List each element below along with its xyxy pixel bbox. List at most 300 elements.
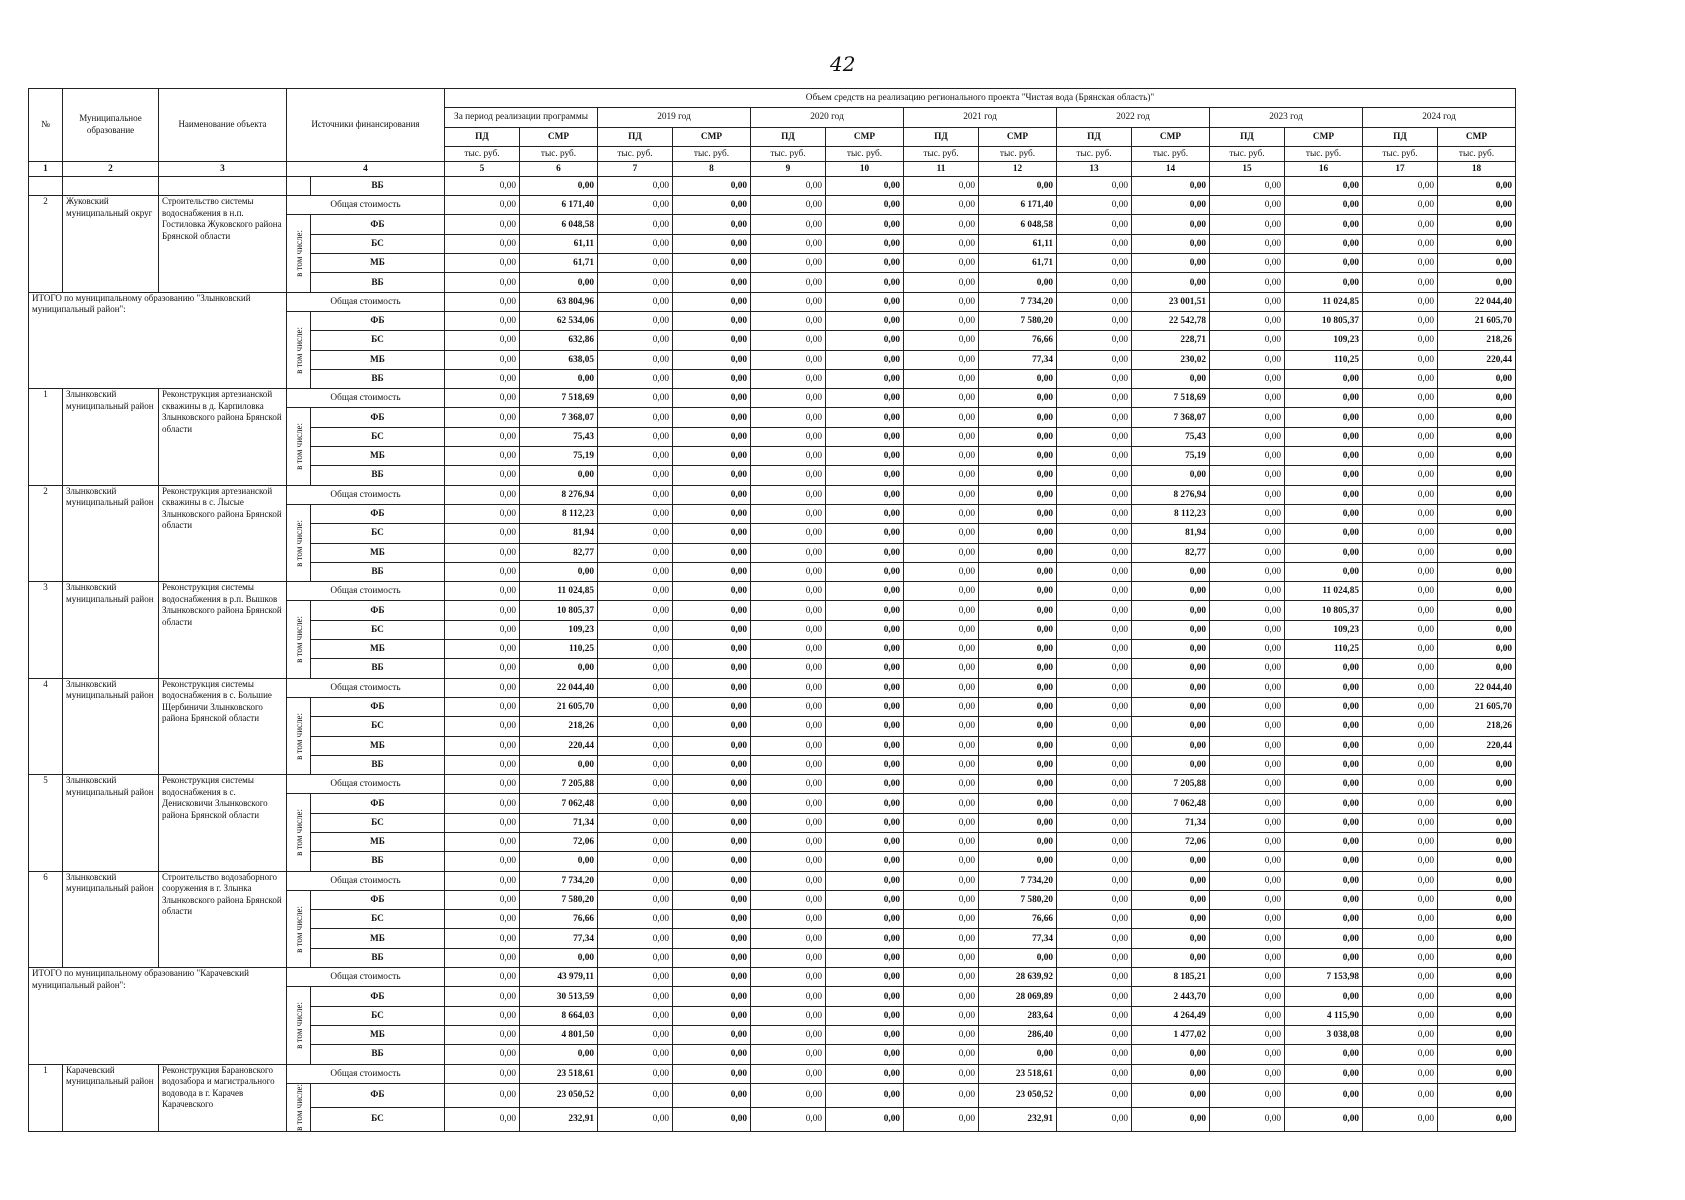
value-cell: 0,00 bbox=[979, 369, 1057, 388]
value-cell: 0,00 bbox=[445, 331, 520, 350]
value-cell: 0,00 bbox=[904, 852, 979, 871]
incl-cell bbox=[287, 697, 311, 774]
value-cell: 0,00 bbox=[979, 447, 1057, 466]
value-cell: 11 024,85 bbox=[1285, 582, 1363, 601]
municipality-cell: Злынковский муниципальный район bbox=[63, 871, 159, 967]
value-cell: 0,00 bbox=[673, 755, 751, 774]
incl-cell bbox=[287, 794, 311, 871]
value-cell: 0,00 bbox=[1210, 813, 1285, 832]
value-cell: 0,00 bbox=[673, 948, 751, 967]
value-cell: 0,00 bbox=[1210, 929, 1285, 948]
value-cell: 0,00 bbox=[1132, 678, 1210, 697]
value-cell: 218,26 bbox=[520, 717, 598, 736]
source-cell: БС bbox=[311, 1006, 445, 1025]
value-cell: 0,00 bbox=[673, 1045, 751, 1064]
table-row bbox=[29, 176, 1516, 195]
value-cell: 22 044,40 bbox=[520, 678, 598, 697]
table-row bbox=[29, 485, 1516, 504]
value-cell: 0,00 bbox=[1285, 890, 1363, 909]
value-cell: 0,00 bbox=[904, 350, 979, 369]
value-cell: 0,00 bbox=[445, 389, 520, 408]
value-cell: 81,94 bbox=[1132, 524, 1210, 543]
value-cell: 0,00 bbox=[1057, 369, 1132, 388]
value-cell: 0,00 bbox=[826, 543, 904, 562]
value-cell: 0,00 bbox=[751, 389, 826, 408]
source-cell: БС bbox=[311, 620, 445, 639]
value-cell: 0,00 bbox=[598, 601, 673, 620]
incl-label: в том числе: bbox=[293, 809, 304, 856]
source-cell: БС bbox=[311, 427, 445, 446]
pd-header: ПД bbox=[445, 127, 520, 146]
value-cell: 0,00 bbox=[673, 890, 751, 909]
value-cell: 0,00 bbox=[1285, 215, 1363, 234]
value-cell: 0,00 bbox=[826, 717, 904, 736]
object-cell: Строительство системы водоснабжения в н.п. Гостиловка Жуковского района Брянской области bbox=[159, 196, 287, 292]
value-cell: 82,77 bbox=[1132, 543, 1210, 562]
municipality-cell: Карачевский муниципальный район bbox=[63, 1064, 159, 1131]
period-header: 2024 год bbox=[1363, 108, 1516, 127]
value-cell: 0,00 bbox=[1210, 794, 1285, 813]
value-cell: 0,00 bbox=[1057, 504, 1132, 523]
value-cell: 0,00 bbox=[673, 331, 751, 350]
value-cell: 0,00 bbox=[1210, 292, 1285, 311]
value-cell: 0,00 bbox=[904, 1025, 979, 1044]
value-cell: 0,00 bbox=[445, 601, 520, 620]
value-cell: 0,00 bbox=[445, 832, 520, 851]
value-cell: 0,00 bbox=[1210, 890, 1285, 909]
value-cell: 0,00 bbox=[445, 273, 520, 292]
value-cell: 23 050,52 bbox=[520, 1083, 598, 1107]
value-cell: 0,00 bbox=[904, 292, 979, 311]
value-cell: 0,00 bbox=[1057, 408, 1132, 427]
table-row bbox=[29, 775, 1516, 794]
value-cell: 0,00 bbox=[826, 311, 904, 330]
value-cell: 7 734,20 bbox=[520, 871, 598, 890]
value-cell: 0,00 bbox=[826, 254, 904, 273]
value-cell: 0,00 bbox=[979, 832, 1057, 851]
value-cell: 0,00 bbox=[751, 447, 826, 466]
value-cell: 3 038,08 bbox=[1285, 1025, 1363, 1044]
value-cell: 0,00 bbox=[673, 832, 751, 851]
table-row bbox=[29, 582, 1516, 601]
value-cell: 0,00 bbox=[1285, 176, 1363, 195]
value-cell: 0,00 bbox=[826, 987, 904, 1006]
value-cell: 0,00 bbox=[598, 755, 673, 774]
value-cell: 0,00 bbox=[826, 755, 904, 774]
value-cell: 0,00 bbox=[1285, 447, 1363, 466]
source-cell: ВБ bbox=[311, 755, 445, 774]
value-cell: 0,00 bbox=[751, 832, 826, 851]
source-cell: МБ bbox=[311, 254, 445, 273]
source-cell: МБ bbox=[311, 350, 445, 369]
value-cell: 0,00 bbox=[1438, 640, 1516, 659]
value-cell: 0,00 bbox=[445, 910, 520, 929]
value-cell: 0,00 bbox=[1285, 813, 1363, 832]
value-cell: 0,00 bbox=[598, 910, 673, 929]
value-cell: 0,00 bbox=[1057, 1006, 1132, 1025]
value-cell: 283,64 bbox=[979, 1006, 1057, 1025]
municipality-cell: Злынковский муниципальный район bbox=[63, 389, 159, 485]
value-cell: 28 639,92 bbox=[979, 968, 1057, 987]
column-number: 6 bbox=[520, 161, 598, 176]
value-cell: 28 069,89 bbox=[979, 987, 1057, 1006]
value-cell: 0,00 bbox=[1363, 775, 1438, 794]
value-cell: 0,00 bbox=[1210, 736, 1285, 755]
value-cell: 0,00 bbox=[673, 697, 751, 716]
value-cell: 7 518,69 bbox=[520, 389, 598, 408]
value-cell: 77,34 bbox=[979, 929, 1057, 948]
value-cell: 0,00 bbox=[751, 794, 826, 813]
value-cell: 0,00 bbox=[445, 890, 520, 909]
value-cell: 0,00 bbox=[1363, 524, 1438, 543]
value-cell: 0,00 bbox=[1210, 678, 1285, 697]
value-cell: 0,00 bbox=[904, 543, 979, 562]
value-cell: 0,00 bbox=[1438, 447, 1516, 466]
value-cell: 0,00 bbox=[904, 466, 979, 485]
value-cell: 0,00 bbox=[751, 1025, 826, 1044]
value-cell: 0,00 bbox=[598, 1025, 673, 1044]
value-cell: 61,11 bbox=[979, 234, 1057, 253]
value-cell: 0,00 bbox=[1210, 504, 1285, 523]
value-cell: 0,00 bbox=[979, 176, 1057, 195]
value-cell: 0,00 bbox=[1438, 852, 1516, 871]
value-cell: 0,00 bbox=[1057, 562, 1132, 581]
value-cell: 638,05 bbox=[520, 350, 598, 369]
value-cell: 0,00 bbox=[598, 504, 673, 523]
value-cell: 0,00 bbox=[673, 427, 751, 446]
value-cell: 0,00 bbox=[1210, 466, 1285, 485]
value-cell: 0,00 bbox=[1132, 697, 1210, 716]
value-cell: 0,00 bbox=[1285, 389, 1363, 408]
pd-header: ПД bbox=[751, 127, 826, 146]
value-cell: 0,00 bbox=[751, 697, 826, 716]
value-cell: 230,02 bbox=[1132, 350, 1210, 369]
value-cell: 0,00 bbox=[751, 369, 826, 388]
value-cell: 0,00 bbox=[1285, 697, 1363, 716]
value-cell: 0,00 bbox=[673, 1006, 751, 1025]
value-cell: 0,00 bbox=[1057, 215, 1132, 234]
unit-label: тыс. руб. bbox=[520, 146, 598, 161]
value-cell: 63 804,96 bbox=[520, 292, 598, 311]
value-cell: 0,00 bbox=[598, 562, 673, 581]
value-cell: 0,00 bbox=[1210, 447, 1285, 466]
value-cell: 0,00 bbox=[1210, 852, 1285, 871]
value-cell: 0,00 bbox=[1210, 620, 1285, 639]
value-cell: 0,00 bbox=[673, 215, 751, 234]
value-cell: 0,00 bbox=[1132, 640, 1210, 659]
value-cell: 220,44 bbox=[520, 736, 598, 755]
value-cell: 0,00 bbox=[445, 1006, 520, 1025]
value-cell: 0,00 bbox=[1057, 427, 1132, 446]
value-cell: 0,00 bbox=[1363, 794, 1438, 813]
incl-label: в том числе: bbox=[293, 519, 304, 567]
value-cell: 0,00 bbox=[598, 273, 673, 292]
value-cell: 0,00 bbox=[520, 1045, 598, 1064]
smr-header: СМР bbox=[1285, 127, 1363, 146]
value-cell: 0,00 bbox=[904, 736, 979, 755]
value-cell: 0,00 bbox=[1057, 910, 1132, 929]
value-cell: 0,00 bbox=[673, 852, 751, 871]
value-cell: 71,34 bbox=[520, 813, 598, 832]
smr-header: СМР bbox=[673, 127, 751, 146]
value-cell: 72,06 bbox=[1132, 832, 1210, 851]
value-cell: 0,00 bbox=[979, 466, 1057, 485]
value-cell: 0,00 bbox=[1210, 389, 1285, 408]
value-cell: 0,00 bbox=[1285, 659, 1363, 678]
value-cell: 0,00 bbox=[1438, 234, 1516, 253]
object-cell: Реконструкция артезианской скважины в с. Лысые Злынковского района Брянской области bbox=[159, 485, 287, 581]
value-cell: 0,00 bbox=[904, 987, 979, 1006]
value-cell: 0,00 bbox=[1438, 1045, 1516, 1064]
value-cell: 0,00 bbox=[979, 794, 1057, 813]
value-cell: 0,00 bbox=[904, 234, 979, 253]
value-cell: 0,00 bbox=[1210, 273, 1285, 292]
no-cell: 2 bbox=[29, 196, 63, 292]
column-number: 12 bbox=[979, 161, 1057, 176]
value-cell: 8 276,94 bbox=[1132, 485, 1210, 504]
source-cell: ВБ bbox=[311, 273, 445, 292]
unit-label: тыс. руб. bbox=[1210, 146, 1285, 161]
value-cell: 0,00 bbox=[751, 968, 826, 987]
value-cell: 0,00 bbox=[1285, 273, 1363, 292]
header-sources: Источники финансирования bbox=[287, 89, 445, 162]
value-cell: 0,00 bbox=[751, 1006, 826, 1025]
value-cell: 0,00 bbox=[979, 755, 1057, 774]
value-cell: 0,00 bbox=[1210, 254, 1285, 273]
total-cost-label: Общая стоимость bbox=[287, 389, 445, 408]
source-cell: БС bbox=[311, 1107, 445, 1131]
value-cell: 0,00 bbox=[445, 582, 520, 601]
value-cell: 0,00 bbox=[1132, 1064, 1210, 1083]
value-cell: 0,00 bbox=[1363, 350, 1438, 369]
object-cell: Реконструкция Барановского водозабора и магистрального водовода в г. Карачев Карачевского bbox=[159, 1064, 287, 1131]
value-cell: 0,00 bbox=[598, 659, 673, 678]
unit-label: тыс. руб. bbox=[979, 146, 1057, 161]
value-cell: 0,00 bbox=[1438, 890, 1516, 909]
value-cell: 0,00 bbox=[826, 601, 904, 620]
value-cell: 0,00 bbox=[1057, 466, 1132, 485]
value-cell: 0,00 bbox=[904, 640, 979, 659]
value-cell: 0,00 bbox=[751, 466, 826, 485]
column-number: 16 bbox=[1285, 161, 1363, 176]
value-cell: 11 024,85 bbox=[1285, 292, 1363, 311]
value-cell: 0,00 bbox=[1285, 717, 1363, 736]
column-number: 9 bbox=[751, 161, 826, 176]
column-numbers-row bbox=[29, 161, 1516, 176]
value-cell: 0,00 bbox=[904, 582, 979, 601]
value-cell: 0,00 bbox=[1363, 447, 1438, 466]
value-cell: 0,00 bbox=[1057, 717, 1132, 736]
value-cell: 0,00 bbox=[1057, 755, 1132, 774]
value-cell: 0,00 bbox=[1438, 582, 1516, 601]
value-cell: 0,00 bbox=[1057, 1083, 1132, 1107]
source-cell: МБ bbox=[311, 447, 445, 466]
value-cell: 0,00 bbox=[598, 987, 673, 1006]
value-cell: 62 534,06 bbox=[520, 311, 598, 330]
value-cell: 7 153,98 bbox=[1285, 968, 1363, 987]
value-cell: 0,00 bbox=[598, 524, 673, 543]
value-cell: 0,00 bbox=[1210, 485, 1285, 504]
page-number: 42 bbox=[830, 52, 856, 76]
value-cell: 0,00 bbox=[673, 910, 751, 929]
value-cell: 0,00 bbox=[1057, 775, 1132, 794]
value-cell: 0,00 bbox=[826, 408, 904, 427]
value-cell: 0,00 bbox=[904, 408, 979, 427]
value-cell: 0,00 bbox=[520, 852, 598, 871]
value-cell: 0,00 bbox=[1210, 524, 1285, 543]
value-cell: 0,00 bbox=[904, 311, 979, 330]
value-cell: 10 805,37 bbox=[1285, 601, 1363, 620]
unit-label: тыс. руб. bbox=[826, 146, 904, 161]
value-cell: 0,00 bbox=[673, 254, 751, 273]
value-cell: 632,86 bbox=[520, 331, 598, 350]
value-cell: 0,00 bbox=[1210, 1045, 1285, 1064]
unit-label: тыс. руб. bbox=[673, 146, 751, 161]
value-cell: 0,00 bbox=[598, 254, 673, 273]
value-cell: 0,00 bbox=[673, 273, 751, 292]
source-cell: ФБ bbox=[311, 311, 445, 330]
value-cell: 0,00 bbox=[1057, 601, 1132, 620]
total-title: ИТОГО по муниципальному образованию "Карачевский муниципальный район": bbox=[29, 968, 287, 1064]
total-cost-label: Общая стоимость bbox=[287, 196, 445, 215]
value-cell: 0,00 bbox=[1132, 196, 1210, 215]
value-cell: 0,00 bbox=[1057, 678, 1132, 697]
value-cell: 0,00 bbox=[1363, 466, 1438, 485]
value-cell: 0,00 bbox=[445, 794, 520, 813]
no-cell: 1 bbox=[29, 1064, 63, 1131]
value-cell: 0,00 bbox=[979, 389, 1057, 408]
value-cell: 0,00 bbox=[826, 1107, 904, 1131]
value-cell: 0,00 bbox=[1363, 408, 1438, 427]
value-cell: 0,00 bbox=[751, 176, 826, 195]
value-cell: 0,00 bbox=[1057, 948, 1132, 967]
value-cell: 0,00 bbox=[673, 659, 751, 678]
value-cell: 0,00 bbox=[1132, 948, 1210, 967]
value-cell: 0,00 bbox=[826, 524, 904, 543]
value-cell: 0,00 bbox=[1210, 659, 1285, 678]
value-cell: 0,00 bbox=[979, 659, 1057, 678]
value-cell: 0,00 bbox=[1210, 1107, 1285, 1131]
value-cell: 0,00 bbox=[1210, 1064, 1285, 1083]
smr-header: СМР bbox=[1132, 127, 1210, 146]
value-cell: 0,00 bbox=[904, 389, 979, 408]
value-cell: 0,00 bbox=[1438, 1083, 1516, 1107]
value-cell: 0,00 bbox=[1285, 929, 1363, 948]
value-cell: 0,00 bbox=[1438, 794, 1516, 813]
value-cell: 0,00 bbox=[1057, 929, 1132, 948]
source-cell: ФБ bbox=[311, 794, 445, 813]
value-cell: 0,00 bbox=[1363, 1006, 1438, 1025]
source-cell: МБ bbox=[311, 929, 445, 948]
value-cell: 0,00 bbox=[445, 350, 520, 369]
no-cell: 3 bbox=[29, 582, 63, 678]
value-cell: 76,66 bbox=[520, 910, 598, 929]
no-cell: 5 bbox=[29, 775, 63, 871]
column-number: 11 bbox=[904, 161, 979, 176]
value-cell: 0,00 bbox=[904, 254, 979, 273]
value-cell: 0,00 bbox=[826, 369, 904, 388]
value-cell: 0,00 bbox=[1132, 466, 1210, 485]
value-cell: 0,00 bbox=[1285, 852, 1363, 871]
object-cell bbox=[159, 176, 287, 195]
value-cell: 0,00 bbox=[904, 524, 979, 543]
value-cell: 0,00 bbox=[445, 447, 520, 466]
value-cell: 0,00 bbox=[826, 466, 904, 485]
value-cell: 0,00 bbox=[751, 196, 826, 215]
value-cell: 0,00 bbox=[598, 968, 673, 987]
source-cell: ФБ bbox=[311, 601, 445, 620]
value-cell: 0,00 bbox=[598, 427, 673, 446]
value-cell: 0,00 bbox=[673, 350, 751, 369]
value-cell: 0,00 bbox=[1057, 273, 1132, 292]
source-cell: ВБ bbox=[311, 1045, 445, 1064]
value-cell: 0,00 bbox=[826, 389, 904, 408]
value-cell: 0,00 bbox=[826, 504, 904, 523]
value-cell: 0,00 bbox=[751, 659, 826, 678]
value-cell: 0,00 bbox=[751, 562, 826, 581]
value-cell: 0,00 bbox=[979, 640, 1057, 659]
value-cell: 0,00 bbox=[751, 640, 826, 659]
no-cell: 2 bbox=[29, 485, 63, 581]
incl-cell bbox=[287, 215, 311, 292]
value-cell: 0,00 bbox=[673, 601, 751, 620]
source-cell: ФБ bbox=[311, 504, 445, 523]
value-cell: 10 805,37 bbox=[1285, 311, 1363, 330]
value-cell: 7 580,20 bbox=[520, 890, 598, 909]
value-cell: 0,00 bbox=[445, 813, 520, 832]
value-cell: 0,00 bbox=[1438, 215, 1516, 234]
value-cell: 0,00 bbox=[1363, 1083, 1438, 1107]
value-cell: 0,00 bbox=[1210, 717, 1285, 736]
value-cell: 0,00 bbox=[1363, 369, 1438, 388]
period-header: За период реализации программы bbox=[445, 108, 598, 127]
value-cell: 23 518,61 bbox=[979, 1064, 1057, 1083]
value-cell: 75,19 bbox=[520, 447, 598, 466]
value-cell: 0,00 bbox=[520, 755, 598, 774]
value-cell: 0,00 bbox=[445, 408, 520, 427]
value-cell: 0,00 bbox=[520, 273, 598, 292]
value-cell: 0,00 bbox=[598, 466, 673, 485]
value-cell: 0,00 bbox=[598, 929, 673, 948]
value-cell: 0,00 bbox=[673, 1107, 751, 1131]
value-cell: 0,00 bbox=[1210, 775, 1285, 794]
value-cell: 0,00 bbox=[751, 311, 826, 330]
value-cell: 0,00 bbox=[1363, 562, 1438, 581]
value-cell: 0,00 bbox=[673, 794, 751, 813]
value-cell: 7 580,20 bbox=[979, 890, 1057, 909]
value-cell: 7 062,48 bbox=[1132, 794, 1210, 813]
value-cell: 10 805,37 bbox=[520, 601, 598, 620]
value-cell: 0,00 bbox=[904, 775, 979, 794]
value-cell: 0,00 bbox=[904, 331, 979, 350]
value-cell: 0,00 bbox=[1210, 176, 1285, 195]
value-cell: 0,00 bbox=[1285, 504, 1363, 523]
value-cell: 22 542,78 bbox=[1132, 311, 1210, 330]
no-cell: 1 bbox=[29, 389, 63, 485]
header-no: № bbox=[29, 89, 63, 162]
value-cell: 0,00 bbox=[979, 562, 1057, 581]
incl-cell bbox=[287, 504, 311, 581]
value-cell: 0,00 bbox=[520, 369, 598, 388]
value-cell: 82,77 bbox=[520, 543, 598, 562]
value-cell: 0,00 bbox=[904, 620, 979, 639]
value-cell: 0,00 bbox=[751, 215, 826, 234]
value-cell: 0,00 bbox=[1285, 408, 1363, 427]
value-cell: 23 001,51 bbox=[1132, 292, 1210, 311]
value-cell: 4 264,49 bbox=[1132, 1006, 1210, 1025]
value-cell: 0,00 bbox=[826, 1045, 904, 1064]
value-cell: 22 044,40 bbox=[1438, 678, 1516, 697]
